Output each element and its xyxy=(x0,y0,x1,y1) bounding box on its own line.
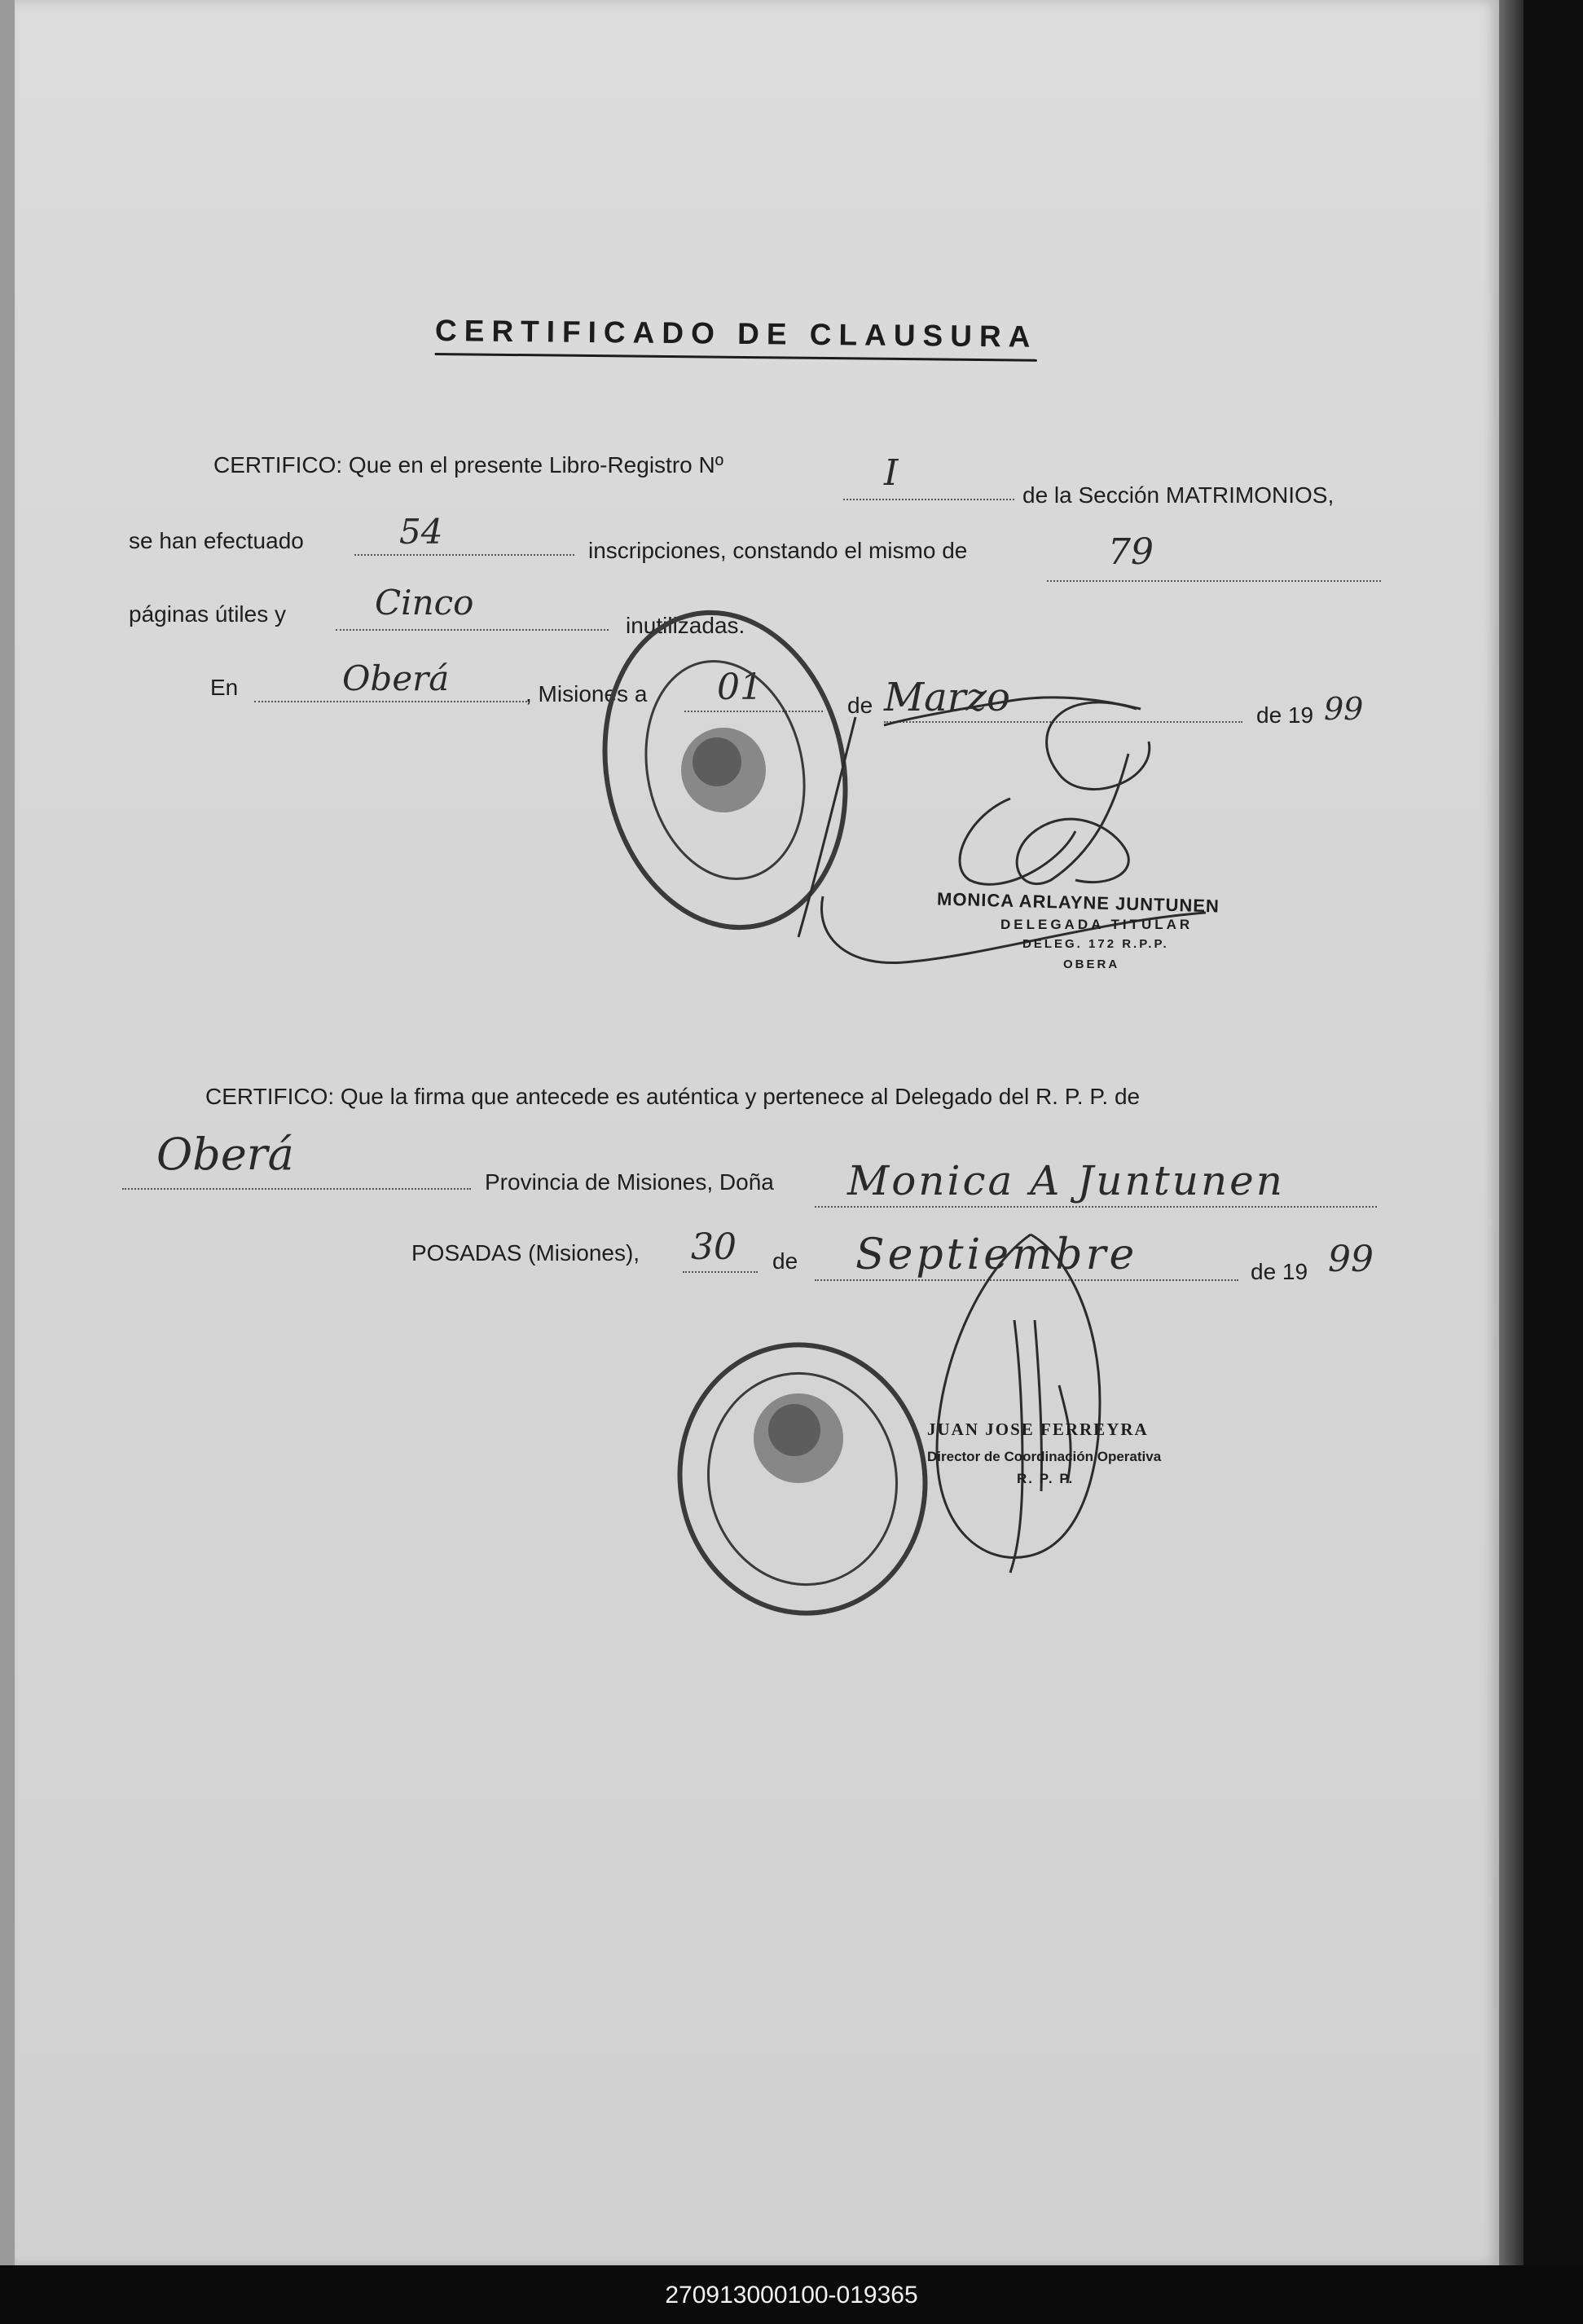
scan-id: 270913000100-019365 xyxy=(665,2282,918,2309)
cert2-day: 30 xyxy=(691,1226,737,1268)
cert1-de: de xyxy=(847,693,873,718)
cert2-year-label: de 19 xyxy=(1251,1259,1308,1284)
cert1-line3-post: inutilizadas. xyxy=(626,613,745,638)
cert2-month: Septiembre xyxy=(855,1230,1138,1279)
cert1-month: Marzo xyxy=(884,675,1010,720)
cert2-line1: CERTIFICO: Que la firma que antecede es auténtica y pertenece al Delegado del R. P. P. de xyxy=(205,1084,1141,1109)
cert1-line4-pre: En xyxy=(210,675,239,700)
inutilizadas-count: Cinco xyxy=(375,583,474,623)
cert2-line2-mid: Provincia de Misiones, Doña xyxy=(485,1169,774,1195)
cert1-line2-mid: inscripciones, constando el mismo de xyxy=(588,538,968,563)
cert1-line4-mid: , Misiones a xyxy=(525,681,648,706)
cert1-signatory-office: DELEG. 172 R.P.P. xyxy=(1022,937,1169,951)
cert2-signatory-role: Director de Coordinación Operativa xyxy=(927,1449,1162,1464)
cert2-stamp-icon xyxy=(659,1325,947,1632)
cert1-line3-pre: páginas útiles y xyxy=(129,601,287,627)
cert1-signatory-name: MONICA ARLAYNE JUNTUNEN xyxy=(936,888,1220,917)
cert2-person: Monica A Juntunen xyxy=(847,1157,1285,1204)
cert2-signature-icon xyxy=(937,1235,1100,1573)
cert1-year-label: de 19 xyxy=(1256,702,1314,728)
libro-number: I xyxy=(884,452,899,494)
cert1-line1-post: de la Sección MATRIMONIOS, xyxy=(1022,482,1335,508)
paginas-count: 79 xyxy=(1108,531,1154,573)
cert2-signatory-office: R. P. P. xyxy=(1017,1471,1075,1486)
inscripciones-count: 54 xyxy=(399,512,443,552)
cert1-place: Oberá xyxy=(342,658,450,698)
cert2-signatory-name: JUAN JOSE FERREYRA xyxy=(927,1419,1149,1439)
cert1-signatory-role: DELEGADA TITULAR xyxy=(1000,917,1194,932)
cert1-signatory-place: OBERA xyxy=(1063,957,1120,971)
cert2-place: Oberá xyxy=(156,1129,294,1180)
cert2-year: 99 xyxy=(1328,1239,1374,1280)
cert1-line2-pre: se han efectuado xyxy=(129,528,304,553)
cert1-line1-pre: CERTIFICO: Que en el presente Libro-Registro Nº xyxy=(213,452,723,478)
certificate-title: CERTIFICADO DE CLAUSURA xyxy=(435,314,1038,362)
cert1-year: 99 xyxy=(1324,691,1364,727)
cert1-day: 01 xyxy=(717,667,763,708)
cert2-line3-pre: POSADAS (Misiones), xyxy=(411,1240,640,1265)
cert2-de: de xyxy=(772,1248,798,1274)
